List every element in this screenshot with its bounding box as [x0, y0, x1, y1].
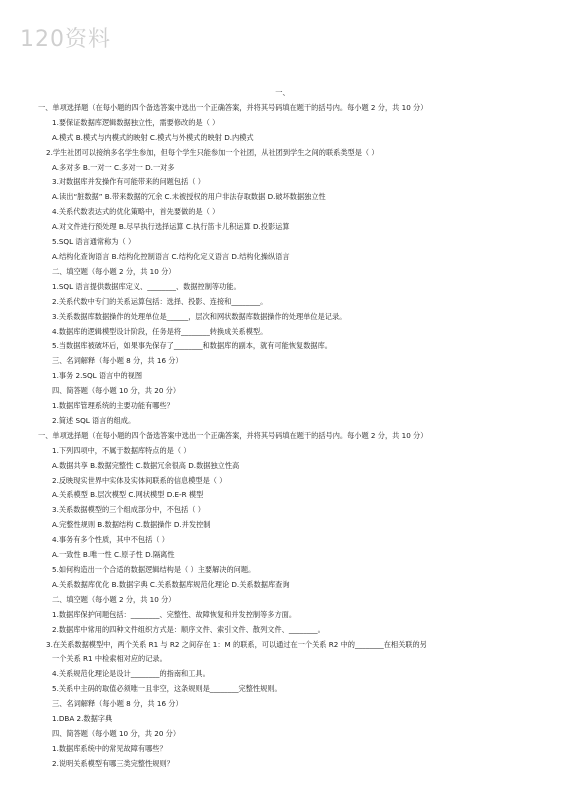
document-line: 4.关系规范化理论是设计________的指南和工具。 — [52, 669, 210, 679]
document-line: 四、简答题（每小题 10 分，共 20 分） — [52, 386, 181, 396]
document-line: 一、 — [275, 88, 290, 97]
document-line: A.结构化查询语言 B.结构化控制语言 C.结构化定义语言 D.结构化操纵语言 — [52, 251, 290, 261]
document-line: A.关系数据库优化 B.数据字典 C.关系数据库规范化理论 D.关系数据库查询 — [52, 579, 290, 589]
document-line: A.关系模型 B.层次模型 C.网状模型 D.E-R 模型 — [52, 490, 204, 500]
document-line: 1.事务 2.SQL 语言中的视图 — [52, 371, 143, 381]
document-line: 一个关系 R1 中检索相对应的记录。 — [52, 654, 167, 664]
document-line: 1.要保证数据库逻辑数据独立性，需要修改的是（ ） — [52, 117, 220, 127]
document-line: 3.在关系数据模型中，两个关系 R1 与 R2 之间存在 1：M 的联系，可以通过在一个关系 R2 中的________在相关联的另 — [46, 639, 427, 649]
document-line: 2.数据库中常用的四种文件组织方式是：顺序文件、索引文件、散列文件、________。 — [52, 624, 325, 634]
document-line: 1.数据库系统中的常见故障有哪些？ — [52, 743, 167, 753]
exam-document — [0, 86, 565, 772]
document-line: 二、填空题（每小题 2 分，共 10 分） — [52, 266, 176, 276]
document-line: 3.对数据库并发操作有可能带来的问题包括（ ） — [52, 177, 205, 187]
document-line: 四、简答题（每小题 10 分，共 20 分） — [52, 728, 181, 738]
document-line: 5.如何构造出一个合适的数据逻辑结构是（ ）主要解决的问题。 — [52, 565, 256, 574]
document-line: 3.关系数据模型的三个组成部分中，不包括（ ） — [52, 505, 205, 515]
document-line: 三、名词解释（每小题 8 分，共 16 分） — [52, 356, 183, 366]
document-line: A.多对多 B.一对一 C.多对一 D.一对多 — [52, 162, 175, 172]
document-line: 4.数据库的逻辑模型设计阶段，任务是将________转换成关系模型。 — [52, 326, 268, 336]
document-line: 2.学生社团可以接纳多名学生参加，但每个学生只能参加一个社团，从社团到学生之间的联系类型是（ ） — [46, 147, 379, 157]
document-line: 1.数据库保护问题包括：________、完整性、故障恢复和并发控制等多方面。 — [52, 609, 297, 619]
document-line: A.读出“脏数据” B.带来数据的冗余 C.未被授权的用户非法存取数据 D.破坏数据独立性 — [52, 192, 326, 202]
document-line: 2.说明关系模型有哪三类完整性规则？ — [52, 758, 174, 768]
document-line: 1.数据库管理系统的主要功能有哪些？ — [52, 401, 174, 411]
document-line: 3.关系数据库数据操作的处理单位是______，层次和网状数据库数据操作的处理单位是记录。 — [52, 311, 347, 321]
document-line: A.完整性规则 B.数据结构 C.数据操作 D.并发控制 — [52, 520, 211, 530]
document-line: 1.SQL 语言提供数据库定义、________、数据控制等功能。 — [52, 281, 241, 291]
document-line: 三、名词解释（每小题 8 分，共 16 分） — [52, 699, 183, 709]
document-line: 一、单项选择题（在每小题的四个备选答案中选出一个正确答案，并将其号码填在题干的括号内。每小题 2 分，共 10 分） — [38, 430, 428, 440]
document-line: 4.事务有多个性质，其中不包括（ ） — [52, 535, 169, 545]
watermark-logo: 120资料 — [20, 27, 111, 52]
document-line: 4.关系代数表达式的优化策略中，首先要做的是（ ） — [52, 207, 220, 217]
document-line: A.一致性 B.唯一性 C.原子性 D.隔离性 — [52, 550, 175, 560]
document-line: 2.简述 SQL 语言的组成。 — [52, 415, 136, 425]
document-line: 5.当数据库被破坏后，如果事先保存了________和数据库的副本，就有可能恢复数据库。 — [52, 341, 332, 351]
document-line: 2.关系代数中专门的关系运算包括：选择、投影、连接和________。 — [52, 296, 268, 306]
document-line: 5.SQL 语言通常称为（ ） — [52, 237, 136, 247]
document-line: A.模式 B.模式与内模式的映射 C.模式与外模式的映射 D.内模式 — [52, 132, 254, 142]
document-line: A.对文件进行预处理 B.尽早执行选择运算 C.执行笛卡儿积运算 D.投影运算 — [52, 222, 290, 232]
document-line: 2.反映现实世界中实体及实体间联系的信息模型是（ ） — [52, 475, 227, 485]
document-line: 一、单项选择题（在每小题的四个备选答案中选出一个正确答案，并将其号码填在题干的括号内。每小题 2 分，共 10 分） — [38, 102, 428, 112]
document-line: 1.下列四项中，不属于数据库特点的是（ ） — [52, 445, 191, 455]
document-line: 1.DBA 2.数据字典 — [52, 714, 113, 724]
document-line: 二、填空题（每小题 2 分，共 10 分） — [52, 594, 176, 604]
document-line: A.数据共享 B.数据完整性 C.数据冗余很高 D.数据独立性高 — [52, 460, 240, 470]
document-line: 5.关系中主码的取值必须唯一且非空，这条规则是________完整性规则。 — [52, 684, 282, 694]
